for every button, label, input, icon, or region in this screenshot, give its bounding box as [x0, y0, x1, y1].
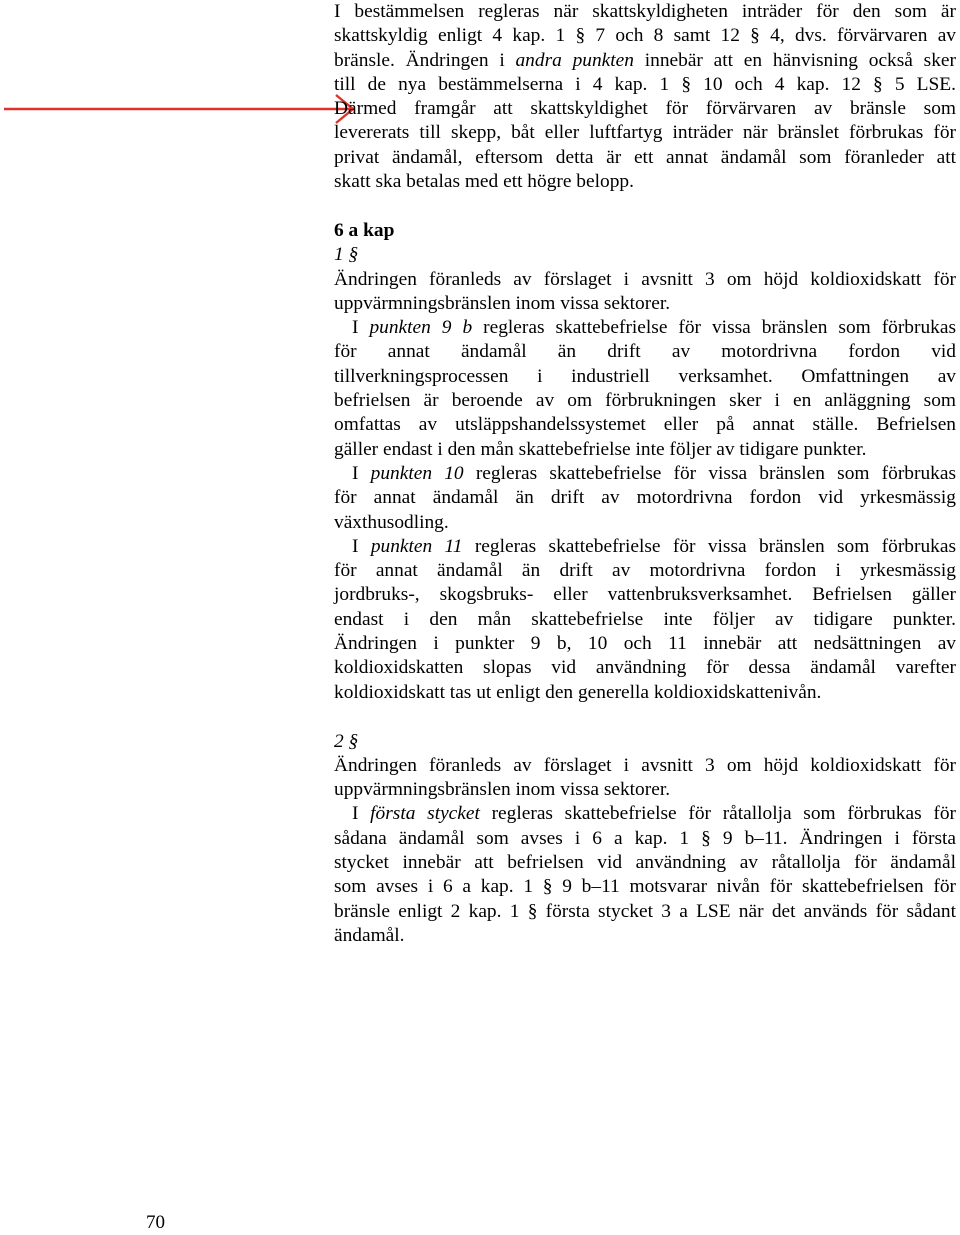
text-line: Därmed framgår att skattskyldighet för förvärvaren av bränsle som	[334, 98, 956, 120]
section-2	[334, 730, 956, 949]
text-line: I punkten 9 b regleras skattebefrielse för vissa bränslen som förbrukas	[352, 317, 956, 339]
text-line: jordbruks-, skogsbruks- eller vattenbruksverksamhet. Befrielsen gäller	[334, 584, 956, 606]
page-number: 70	[146, 1212, 165, 1233]
text-line: sådana ändamål som avses i 6 a kap. 1 § 9 b–11. Ändringen i första	[334, 827, 956, 849]
text-line: Ändringen i punkter 9 b, 10 och 11 innebär att nedsättningen av	[334, 633, 956, 655]
text-line: koldioxidskatten slopas vid användning för dessa ändamål varefter	[334, 657, 956, 679]
text-line: I punkten 11 regleras skattebefrielse för vissa bränslen som förbrukas	[352, 535, 956, 557]
text-line: I punkten 10 regleras skattebefrielse för vissa bränslen som förbrukas	[352, 462, 956, 484]
text-line: till de nya bestämmelserna i 4 kap. 1 § 10 och 4 kap. 12 § 5 LSE.	[334, 73, 956, 95]
text-line: växthusodling.	[334, 511, 449, 533]
text-line: uppvärmningsbränslen inom vissa sektorer.	[334, 779, 671, 801]
text-line: skattskyldig enligt 4 kap. 1 § 7 och 8 samt 12 § 4, dvs. förvärvaren av	[334, 25, 956, 47]
text-line: som avses i 6 a kap. 1 § 9 b–11 motsvarar nivån för skattebefrielsen för	[334, 876, 956, 898]
section-label: 1 §	[334, 244, 359, 266]
text-line: I bestämmelsen regleras när skattskyldigheten inträder för den som är	[334, 1, 956, 22]
section-1	[334, 243, 956, 705]
arrow-right-icon	[0, 0, 360, 130]
text-line: levererats till skepp, båt eller luftfartyg inträder när bränslet förbrukas för	[334, 122, 956, 144]
text-line: koldioxidskatt tas ut enligt den generella koldioxidskattenivån.	[334, 681, 822, 703]
text-line: bränsle. Ändringen i andra punkten innebär att en hänvisning också sker	[334, 49, 956, 71]
text-line: privat ändamål, eftersom detta är ett annat ändamål som föranleder att	[334, 146, 956, 168]
text-line: för annat ändamål än drift av motordrivna fordon vid yrkesmässig	[334, 487, 956, 509]
text-line: omfattas av utsläppshandelssystemet eller på annat ställe. Befrielsen	[334, 414, 956, 436]
text-line: I första stycket regleras skattebefrielse för råtallolja som förbrukas för	[352, 803, 956, 825]
text-line: för annat ändamål än drift av motordrivna fordon vid	[334, 341, 956, 363]
text-line: endast i den mån skattebefrielse inte följer av tidigare punkter.	[334, 608, 956, 630]
text-line: Ändringen föranleds av förslaget i avsnitt 3 om höjd koldioxidskatt för	[334, 754, 956, 776]
text-line: Ändringen föranleds av förslaget i avsnitt 3 om höjd koldioxidskatt för	[334, 268, 956, 290]
chapter-heading: 6 a kap	[334, 219, 395, 241]
section-label: 2 §	[334, 730, 359, 752]
text-line: gäller endast i den mån skattebefrielse inte följer av tidigare punkter.	[334, 438, 867, 460]
text-line: uppvärmningsbränslen inom vissa sektorer.	[334, 292, 671, 314]
text-line: befrielsen är beroende av om förbrukningen sker i en anläggning som	[334, 390, 956, 412]
intro-paragraph	[334, 0, 956, 194]
text-line: stycket innebär att befrielsen vid användning av råtallolja för ändamål	[334, 851, 956, 873]
text-line: skatt ska betalas med ett högre belopp.	[334, 171, 634, 193]
text-line: ändamål.	[334, 924, 405, 946]
document-body	[334, 0, 956, 948]
text-line: bränsle enligt 2 kap. 1 § första stycket 3 a LSE när det används för sådant	[334, 900, 956, 922]
text-line: för annat ändamål än drift av motordrivna fordon i yrkesmässig	[334, 560, 956, 582]
text-line: tillverkningsprocessen i industriell verksamhet. Omfattningen av	[334, 365, 956, 387]
